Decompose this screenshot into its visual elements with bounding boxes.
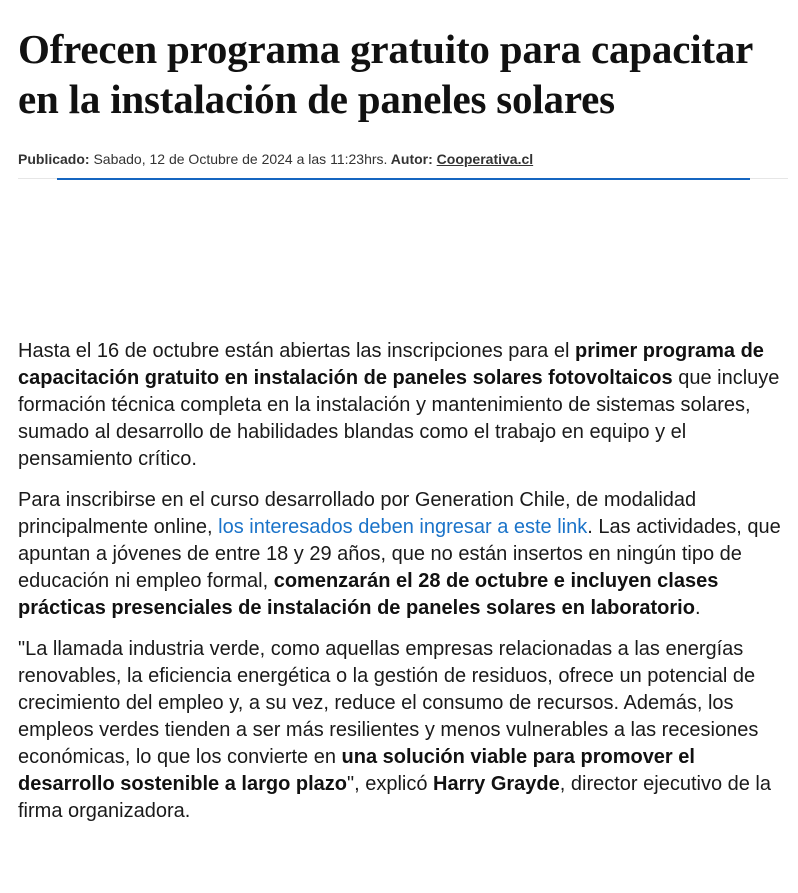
p2-text-1: Para inscribirse en el curso desarrollado por Generation Chile, de modalidad principalmente online, xyxy=(18,489,697,538)
p3-bold-2: Harry Grayde xyxy=(433,773,560,795)
paragraph-2 xyxy=(18,487,788,622)
published-label: Publicado: xyxy=(18,151,90,167)
p2-bold-1: comenzarán el 28 de octubre e incluyen clases prácticas presenciales de instalación de paneles solares en laboratorio xyxy=(18,570,719,619)
author-label: Autor: xyxy=(387,151,433,167)
article-title: Ofrecen programa gratuito para capacitar en la instalación de paneles solares xyxy=(18,26,753,122)
p3-text-3: , director ejecutivo de la firma organizadora. xyxy=(18,773,771,822)
article xyxy=(18,24,788,839)
p1-text-2: que incluye formación técnica completa en la instalación y mantenimiento de sistemas solares, sumado al desarrollo de habilidades blandas como el trabajo en equipo y el pensamiento crítico. xyxy=(18,367,780,470)
p2-text-3: . xyxy=(694,597,701,619)
p3-text-1: "La llamada industria verde, como aquellas empresas relacionadas a las energías renovables, la eficiencia energética o la gestión de residuos, ofrece un potencial de crecimiento del empleo y, a su vez, reduce el consumo de recursos. Además, los empleos verdes tienden a ser más resilientes y menos vulnerables a las recesiones económicas, lo que los convierte en xyxy=(18,638,759,768)
p1-bold-1: primer programa de capacitación gratuito en instalación de paneles solares fotovoltaicos xyxy=(18,340,764,389)
meta-divider xyxy=(18,178,788,180)
p2-text-2: . Las actividades, que apuntan a jóvenes de entre 18 y 29 años, que no están insertos en ningún tipo de educación ni empleo formal, xyxy=(18,516,781,592)
registration-link[interactable]: los interesados deben ingresar a este link xyxy=(218,516,588,538)
article-meta xyxy=(18,150,788,168)
p3-bold-1: una solución viable para promover el desarrollo sostenible a largo plazo xyxy=(18,746,695,795)
article-body xyxy=(18,338,788,825)
paragraph-3 xyxy=(18,636,788,825)
p1-text-1: Hasta el 16 de octubre están abiertas las inscripciones para el xyxy=(18,340,575,362)
published-date: Sabado, 12 de Octubre de 2024 a las 11:23hrs. xyxy=(89,151,388,167)
author-link[interactable]: Cooperativa.cl xyxy=(436,151,534,167)
ad-placeholder xyxy=(18,180,788,338)
paragraph-1 xyxy=(18,338,788,473)
p3-text-2: ", explicó xyxy=(346,773,434,795)
divider-accent xyxy=(57,178,750,180)
